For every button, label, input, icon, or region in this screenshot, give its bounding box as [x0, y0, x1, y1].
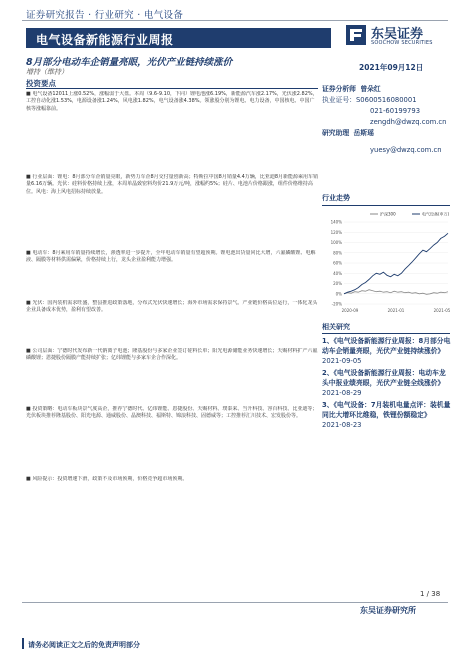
y-tick-label: 0%: [335, 291, 342, 297]
analyst-row: 研究助理 岳斯瑶: [322, 129, 374, 137]
paragraph-market: ■ 电气设备12011上涨0.52%，涨幅弱于大盘。本周（9.6-9.10，下同）锂电池涨6.19%，新能源汽车涨2.17%，光伏涨2.82%，工控自动化涨1.53%，电源设备涨1.24%，风电涨1.82%，电气设备涨4.38%。领涨股分别为锂电、电力设备，中国核电、中国广核等涨幅靠前。: [26, 91, 318, 112]
paragraph-strategy: ■ 投资策略：电动车板块景气度高企，推荐宁德时代、亿纬锂能、恩捷股份、天赐材料、璞泰来、当升科技、容百科技、比亚迪等；光伏板块推荐隆基股份、阳光电源、通威股份、晶澳科技、福斯特、锦浪科技、固德威等；工控推荐汇川技术、宏发股份等。: [26, 406, 318, 420]
paragraph-company: ■ 公司层面：宁德时代发布新一代钠离子电池；隆基股份与多家企业签订硅料长单；阳光电源储能业务快速增长；天赐材料扩产六氟磷酸锂；恩捷股份隔膜产能持续扩张；亿纬锂能与多家车企合作深化。: [26, 348, 318, 362]
report-subtitle: 8月部分电动车企销量亮眼，光伏产业链持续涨价: [26, 57, 233, 68]
y-tick-label: 120%: [330, 229, 342, 235]
related-item[interactable]: 3、《电气设备：7月装机电量点评：装机量同比大增环比维稳，铁锂份额稳定》 2021-08-23: [322, 401, 451, 429]
disclaimer-note: 请务必阅读正文之后的免责声明部分: [28, 641, 140, 649]
breadcrumb: 证券研究报告 · 行业研究 · 电气设备: [26, 10, 184, 21]
rating: 增持（维持）: [26, 68, 68, 76]
paragraph-industry: ■ 行业层面：锂电：8月部分车企销量亮眼，新势力车企8月交付量创新高；特斯拉中国8月销量4.4万辆，比亚迪8月新能源乘用车销量6.16万辆。光伏：硅料价格持续上涨，本周单晶致密料均价21.9万元/吨，涨幅约5%；硅片、电池片价格跟涨，组件价格维持高位。风电：海上风电招标持续放量。: [26, 174, 318, 195]
analyst-email[interactable]: zengdh@dwzq.com.cn: [370, 118, 447, 126]
report-date: 2021年09月12日: [359, 63, 424, 72]
y-tick-label: 60%: [333, 260, 342, 266]
paragraph-risk: ■ 风险提示：投资增速下滑，政策不及市场预期，价格竞争超市场预期。: [26, 476, 188, 482]
analyst-block: [322, 84, 462, 156]
chart-rule: [322, 205, 450, 206]
brand-name-en: SOOCHOW SECURITIES: [371, 40, 433, 46]
y-tick-label: 40%: [333, 270, 342, 276]
related-item[interactable]: 2、《电气设备新能源行业周报：电动车龙头中报业绩亮眼，光伏产业链全线涨价》 2021-08-29: [322, 369, 446, 397]
x-tick-label: 2021-05: [433, 308, 451, 313]
report-title: 电气设备新能源行业周报: [36, 33, 174, 47]
paragraph-ev: ■ 电动车：8月乘用车销量持续增长，渗透率进一步提升，全年电动车销量有望超预期。锂电池出货量同比大增，六氟磷酸锂、电解液、隔膜等材料供需偏紧，价格持续上行，龙头企业盈利能力增强。: [26, 250, 316, 264]
analyst-phone: 021-60199793: [370, 107, 421, 115]
industry-trend-chart: [322, 208, 452, 316]
assistant-email[interactable]: yuesy@dwzq.com.cn: [370, 146, 442, 154]
page-number: 1 / 38: [420, 590, 441, 598]
footer-accent: [22, 638, 24, 649]
legend-label: 沪深300: [380, 211, 396, 217]
x-tick-label: 2020-09: [341, 308, 359, 313]
x-tick-label: 2021-01: [387, 308, 405, 313]
analyst-row: 证券分析师 曾朵红: [322, 85, 381, 93]
legend-label: 电气设备(申万): [422, 211, 450, 217]
y-tick-label: 140%: [330, 219, 342, 225]
chart-heading: 行业走势: [322, 194, 350, 202]
y-tick-label: 80%: [333, 250, 342, 256]
footer-org: 东吴证券研究所: [360, 606, 416, 615]
footer-rule: [22, 602, 448, 603]
y-tick-label: 20%: [333, 281, 342, 286]
paragraph-pv: ■ 光伏：国内装机需求旺盛，整县推进政策落地，分布式光伏快速增长；海外市场需求保持景气。产业链价格高位运行，一体化龙头企业具备成本优势，盈利有望改善。: [26, 300, 318, 314]
analyst-row: 执业证号：S0600516080001: [322, 96, 417, 104]
related-heading: 相关研究: [322, 323, 350, 331]
related-item[interactable]: 1、《电气设备新能源行业周报：8月部分电动车企销量亮眼，光伏产业链持续涨价》 2021-09-05: [322, 337, 451, 365]
related-rule: [322, 333, 450, 334]
brand-name-cn: 东吴证券: [371, 27, 424, 42]
investment-points-heading: 投资要点: [26, 79, 56, 88]
y-tick-label: 100%: [330, 240, 342, 245]
brand-logo: [346, 23, 456, 49]
related-research-list: [322, 336, 452, 432]
y-tick-label: -20%: [331, 301, 342, 307]
investment-points-rule: [26, 88, 318, 89]
logo-mark-icon: [346, 25, 366, 45]
